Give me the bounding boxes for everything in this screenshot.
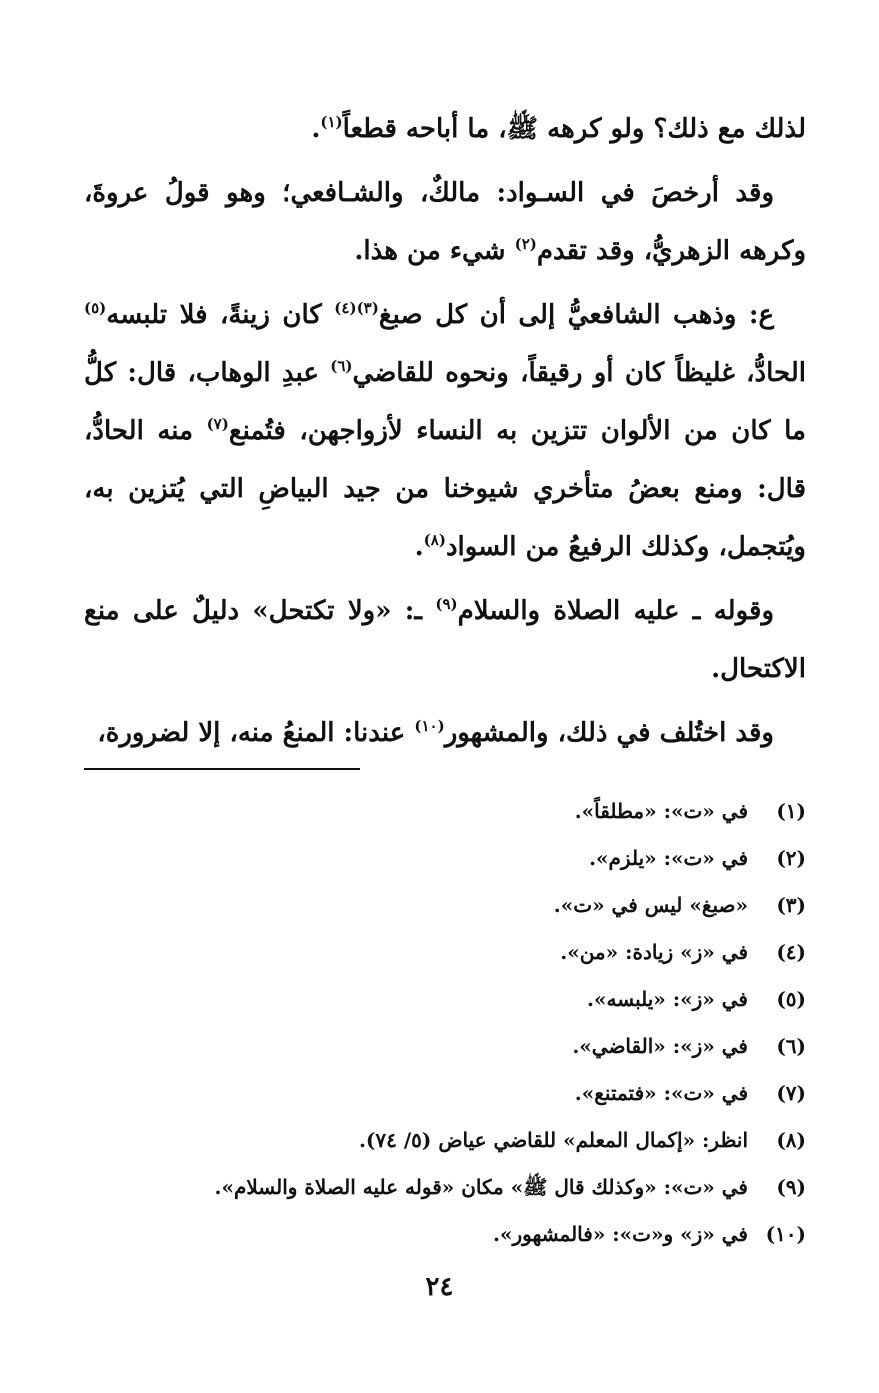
paragraph-3-text-e: منه الحادُّ، قال: ومنع بعضُ متأخري شيوخنا من جيد البياضِ التي يُتزين به، ويُتجمل، وكذلك الرفيعُ من السواد [84,416,806,562]
footnote-text: في «ز» و«ت»: «فالمشهور». [493,1222,748,1246]
footnote-number: (٢) [776,846,806,870]
footnote-number: (١) [776,799,806,823]
footnote-number: (٦) [776,1034,806,1058]
book-page [84,100,806,1246]
footnote-ref-4[interactable]: (٤) [334,299,357,317]
footnote-text: في «ت»: «وكذلك قال ﷺ» مكان «قوله عليه الصلاة والسلام». [214,1175,748,1199]
paragraph-3-text-c: الحادُّ، غليظاً كان أو رقيقاً، ونحوه للقاضي [352,358,806,388]
paragraph-3-text-a: ع: وذهب الشافعيُّ إلى أن كل صبغ [378,300,774,330]
footnote-number: (٩) [776,1175,806,1199]
footnote-separator [84,768,360,770]
main-text [84,100,806,762]
footnote-2 [84,835,806,882]
footnote-number: (٧) [776,1081,806,1105]
paragraph-4-text-a: وقوله ـ عليه الصلاة والسلام [457,596,774,626]
footnote-ref-8[interactable]: (٨) [423,531,446,549]
paragraph-5-text-a: وقد اختُلف في ذلك، والمشهور [444,718,774,748]
footnote-ref-6[interactable]: (٦) [330,357,353,375]
paragraph-1-text: لذلك مع ذلك؟ ولو كرهه ﷺ، ما أباحه قطعاً [342,114,806,144]
footnote-text: في «ت»: «يلزم». [589,846,748,870]
paragraph-3-end: . [414,532,424,562]
footnote-6 [84,1023,806,1070]
footnote-text: انظر: «إكمال المعلم» للقاضي عياض (٥/ ٧٤). [358,1128,748,1152]
paragraph-1 [84,100,806,158]
footnote-text: «صبغ» ليس في «ت». [553,893,748,917]
footnote-text: في «ت»: «مطلقاً». [574,799,748,823]
footnote-text: في «ز»: «القاضي». [572,1034,748,1058]
footnote-4 [84,929,806,976]
footnote-3 [84,882,806,929]
paragraph-3-text-b: كان زينةً، فلا تلبسه [106,300,335,330]
footnote-ref-10[interactable]: (١٠) [414,717,445,735]
footnote-ref-3[interactable]: (٣) [356,299,379,317]
page-number: ٢٤ [425,1272,454,1302]
paragraph-2-text-b: شيء من هذا. [354,236,515,266]
footnote-number: (٣) [776,893,806,917]
paragraph-4 [84,582,806,698]
footnote-9 [84,1164,806,1211]
paragraph-5 [84,704,806,762]
paragraph-1-end: . [311,114,321,144]
footnote-number: (٨) [776,1128,806,1152]
paragraph-4-text-b: ـ: «ولا تكتحل» دليلٌ على منع الاكتحال. [84,596,806,684]
paragraph-3 [84,286,806,576]
footnote-8 [84,1117,806,1164]
footnote-text: في «ز» زيادة: «من». [560,940,748,964]
footnote-1 [84,788,806,835]
footnote-7 [84,1070,806,1117]
footnote-ref-1[interactable]: (١) [320,113,343,131]
paragraph-2 [84,164,806,280]
footnote-ref-9[interactable]: (٩) [435,595,458,613]
paragraph-2-text-a: وقد أرخصَ في السـواد: مالكٌ، والشـافعي؛ وهو قولُ عروةَ، وكرهه الزهريُّ، وقد تقدم [84,178,806,266]
footnote-number: (١٠) [765,1222,806,1246]
footnote-text: في «ت»: «فتمتنع». [574,1081,748,1105]
paragraph-3-text-d: عبدِ الوهاب، قال: كلُّ ما كان من الألوان تتزين به النساء لأزواجهن، فتُمنع [84,358,806,446]
footnote-ref-7[interactable]: (٧) [206,415,229,433]
footnote-ref-5[interactable]: (٥) [84,299,107,317]
footnote-5 [84,976,806,1023]
footnote-10 [84,1211,806,1258]
footnote-ref-2[interactable]: (٢) [514,235,537,253]
footnotes-list [84,788,806,1258]
paragraph-5-text-b: عندنا: المنعُ منه، إلا لضرورة، [97,718,415,748]
footnote-number: (٤) [776,940,806,964]
footnote-text: في «ز»: «يلبسه». [587,987,748,1011]
footnote-number: (٥) [776,987,806,1011]
